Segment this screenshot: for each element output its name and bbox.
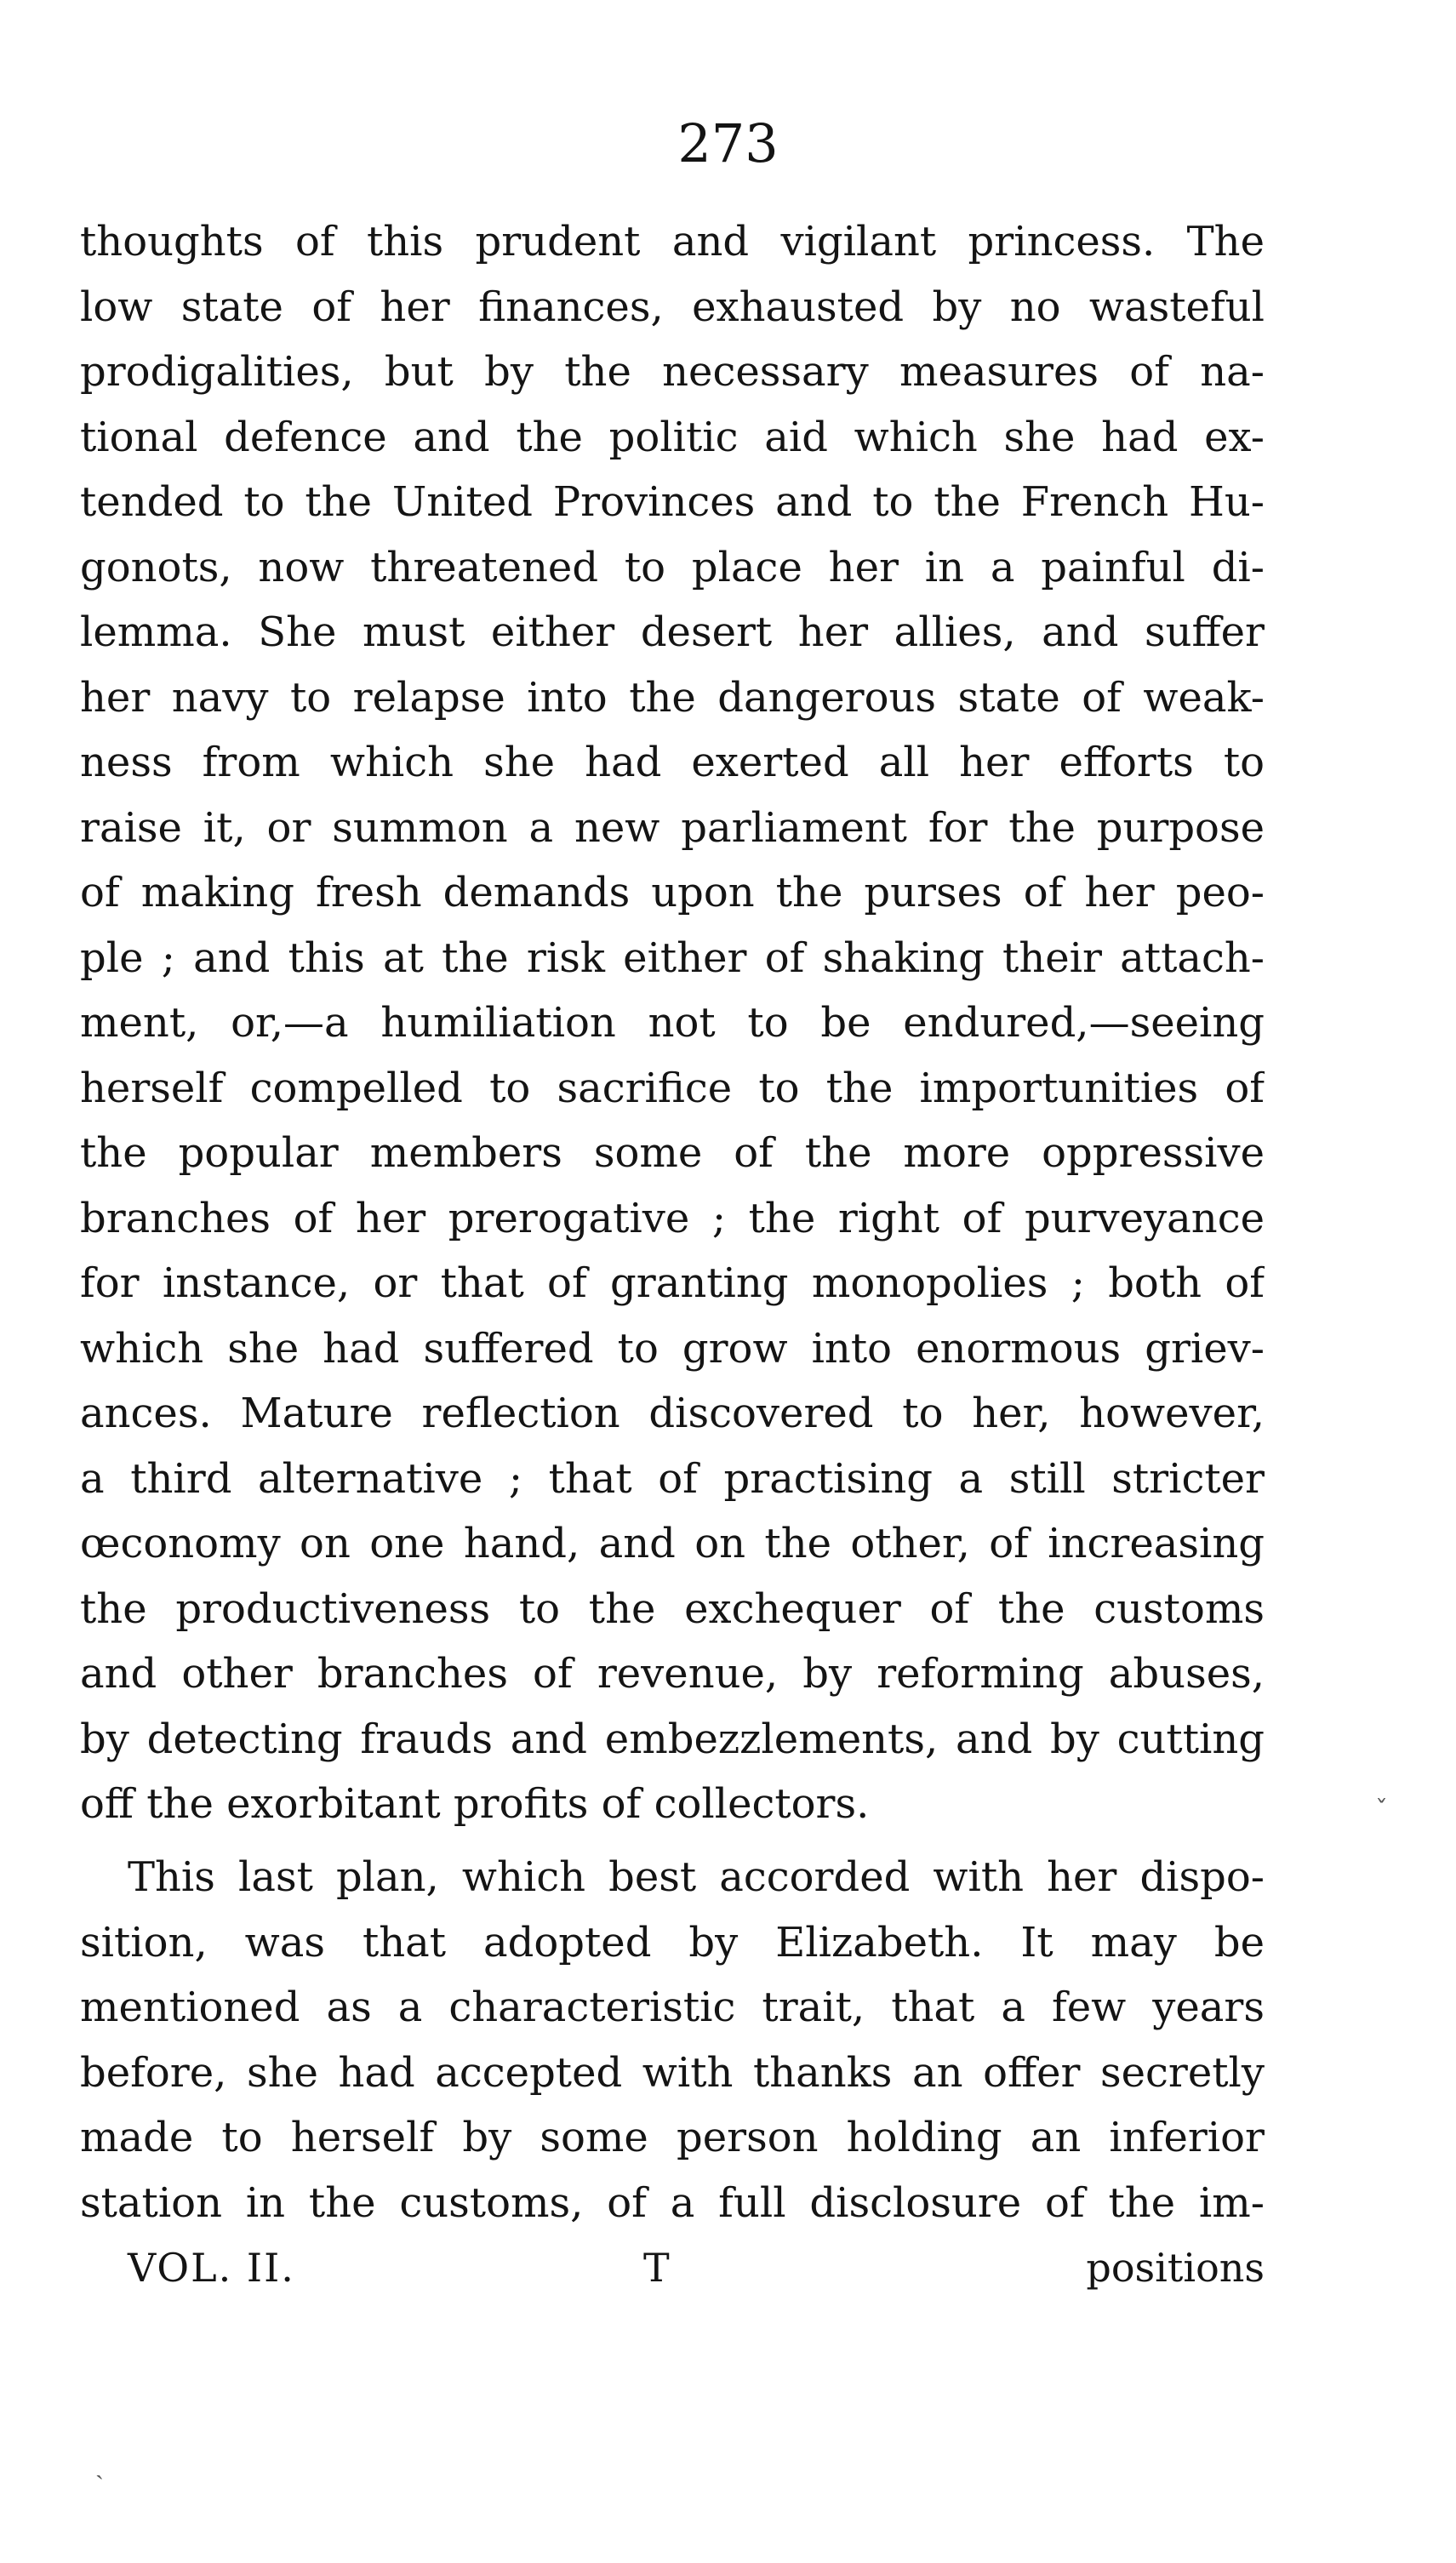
text-line: ment, or,—a humiliation not to be endured,—seeing [80, 999, 1265, 1047]
text-line: ness from which she had exerted all her efforts to [80, 739, 1265, 786]
text-line: the popular members some of the more oppressive [80, 1129, 1265, 1177]
text-line: for instance, or that of granting monopolies ; both of [80, 1259, 1265, 1307]
text-line: and other branches of revenue, by reforming abuses, [80, 1650, 1265, 1698]
text-line: œconomy on one hand, and on the other, of increasing [80, 1520, 1265, 1567]
text-line: ances. Mature reflection discovered to her, however, [80, 1390, 1265, 1437]
paragraph-1 [80, 209, 1265, 1837]
text-line: of making fresh demands upon the purses of her peo- [80, 869, 1265, 916]
text-line: raise it, or summon a new parliament for the purpose [80, 803, 1265, 852]
ink-speck: ˇ [1375, 1795, 1388, 1825]
ink-speck: ˏ [95, 2451, 104, 2480]
text-line: the productiveness to the exchequer of the customs [80, 1584, 1265, 1633]
text-line: a third alternative ; that of practising a still stricter [80, 1454, 1265, 1503]
text-line: low state of her finances, exhausted by no wasteful [80, 283, 1265, 331]
text-line: station in the customs, of a full disclosure of the im- [80, 2178, 1265, 2227]
text-line: by detecting frauds and embezzlements, and by cutting [80, 1715, 1265, 1763]
text-line: off the exorbitant profits of collectors. [80, 1780, 870, 1828]
text-line: herself compelled to sacrifice to the importunities of [80, 1064, 1265, 1112]
catchword: positions [1086, 2245, 1265, 2291]
page-number: 273 [677, 112, 779, 174]
text-line: made to herself by some person holding an inferior [80, 2114, 1265, 2161]
text-line: tended to the United Provinces and to the French Hu- [80, 478, 1265, 526]
signature-mark: T [643, 2245, 670, 2291]
text-line: gonots, now threatened to place her in a painful di- [80, 543, 1265, 591]
paragraph-2 [80, 1845, 1265, 2235]
text-line: ple ; and this at the risk either of shaking their attach- [80, 933, 1265, 982]
text-line: prodigalities, but by the necessary measures of na- [80, 348, 1265, 396]
text-line: sition, was that adopted by Elizabeth. It may be [80, 1918, 1265, 1966]
text-line: which she had suffered to grow into enormous griev- [80, 1324, 1265, 1373]
text-line: thoughts of this prudent and vigilant princess. The [80, 218, 1265, 265]
text-line: This last plan, which best accorded with her dispo- [128, 1853, 1265, 1901]
text-line: branches of her prerogative ; the right of purveyance [80, 1194, 1265, 1242]
page-footer [0, 2245, 1456, 2313]
text-line: tional defence and the politic aid which she had ex- [80, 413, 1265, 461]
text-line: her navy to relapse into the dangerous state of weak- [80, 673, 1265, 722]
text-line: lemma. She must either desert her allies, and suffer [80, 608, 1265, 656]
text-line: mentioned as a characteristic trait, that a few years [80, 1984, 1265, 2031]
volume-label: VOL. II. [128, 2245, 295, 2291]
text-line: before, she had accepted with thanks an offer secretly [80, 2048, 1265, 2097]
